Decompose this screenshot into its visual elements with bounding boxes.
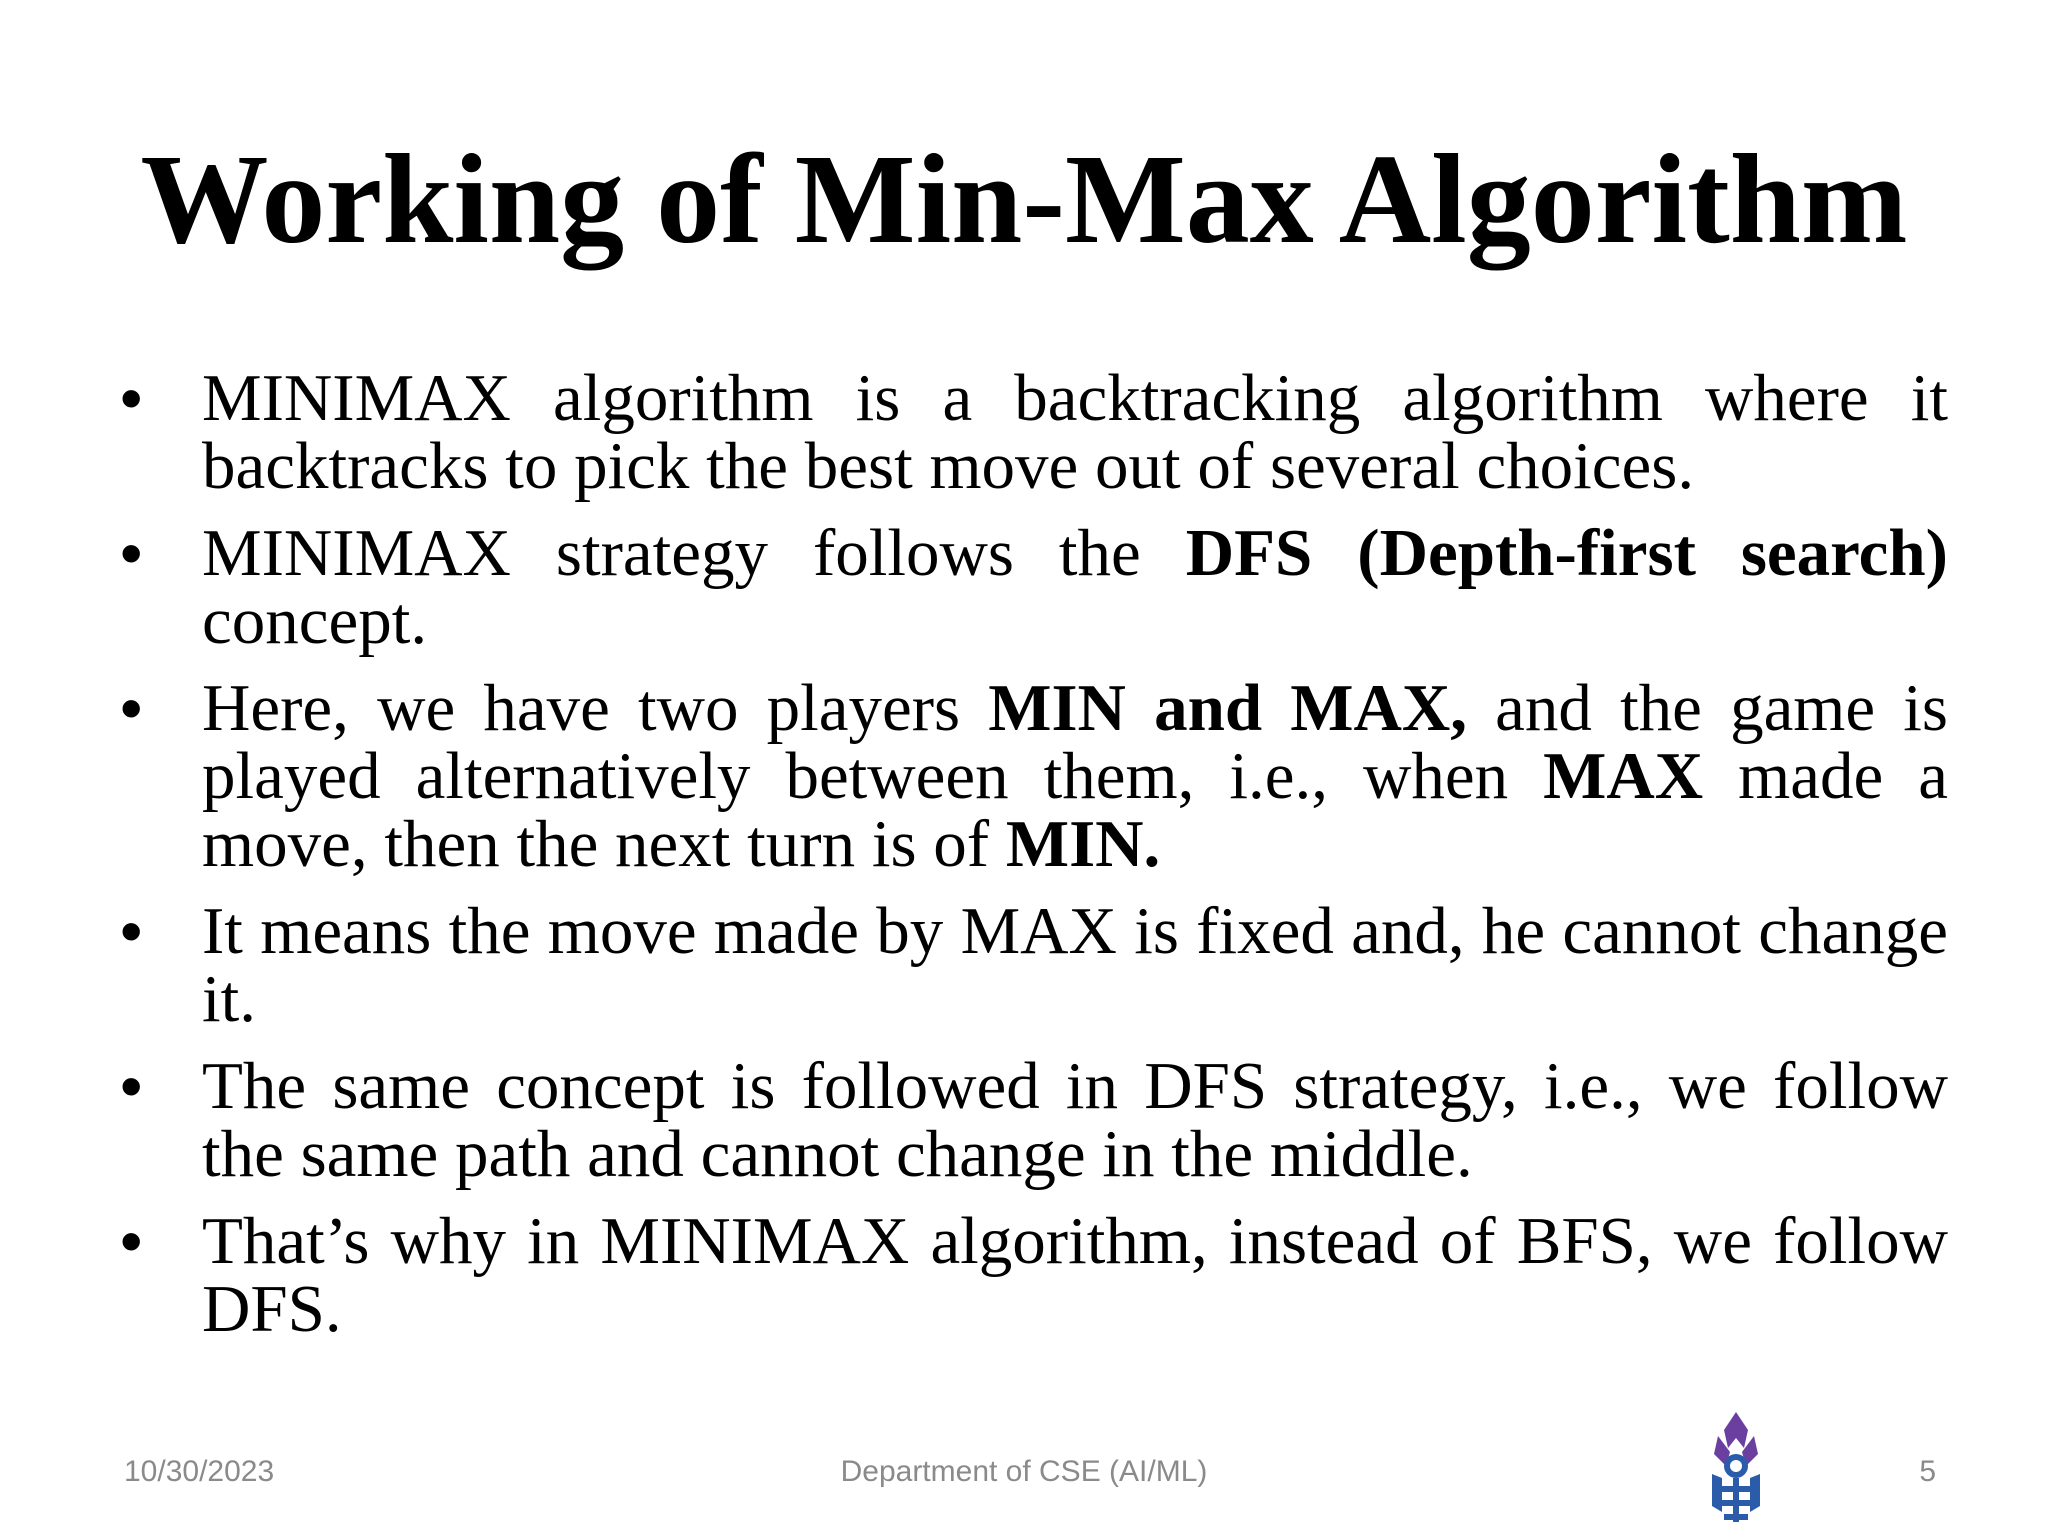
bullet-text-bold-segment: MIN and MAX,: [988, 671, 1468, 745]
bullet-text-segment: concept.: [202, 584, 428, 658]
footer-date: 10/30/2023: [124, 1455, 275, 1488]
bullet-text-segment: It means the move made by MAX is fixed and, he cannot change it.: [202, 894, 1948, 1036]
bullet-text-bold-segment: DFS (Depth-first search): [1185, 516, 1948, 590]
bullet-marker: •: [120, 1205, 143, 1277]
bullet-item: [120, 1049, 1948, 1191]
bullet-item: [120, 361, 1948, 503]
institution-logo-icon: [1708, 1408, 1764, 1526]
bullet-text-segment: Here, we have two players: [202, 671, 989, 745]
bullet-text-segment: That’s why in MINIMAX algorithm, instead of BFS, we follow DFS.: [202, 1204, 1948, 1346]
bullet-item: [120, 516, 1948, 658]
bullet-list: [120, 361, 1948, 1362]
bullet-text: [202, 1049, 1948, 1191]
bullet-marker: •: [120, 517, 143, 589]
bullet-text-segment: MINIMAX algorithm is a backtracking algorithm where it backtracks to pick the best move out of several choices.: [202, 361, 1948, 503]
bullet-item: [120, 1204, 1948, 1346]
bullet-marker: •: [120, 672, 143, 744]
bullet-text-segment: MINIMAX strategy follows the: [202, 516, 1186, 590]
bullet-text-bold-segment: MIN.: [1005, 807, 1161, 881]
bullet-text: [202, 671, 1948, 881]
footer-page-number: 5: [1919, 1455, 1936, 1488]
bullet-text: [202, 1204, 1948, 1346]
bullet-item: [120, 671, 1948, 881]
bullet-text: [202, 361, 1948, 503]
footer-department: Department of CSE (AI/ML): [840, 1455, 1208, 1488]
slide-title: Working of Min-Max Algorithm: [140, 128, 1908, 270]
bullet-marker: •: [120, 362, 143, 434]
bullet-marker: •: [120, 895, 143, 967]
bullet-text-segment: The same concept is followed in DFS strategy, i.e., we follow the same path and cannot change in the middle.: [202, 1049, 1948, 1191]
bullet-marker: •: [120, 1050, 143, 1122]
bullet-text-segment: and the game is played alternatively between them, i.e., when: [202, 671, 1948, 813]
bullet-text-segment: made a move, then the next turn is of: [202, 739, 1948, 881]
bullet-text: [202, 894, 1948, 1036]
bullet-text-bold-segment: MAX: [1543, 739, 1704, 813]
bullet-text: [202, 516, 1948, 658]
bullet-item: [120, 894, 1948, 1036]
